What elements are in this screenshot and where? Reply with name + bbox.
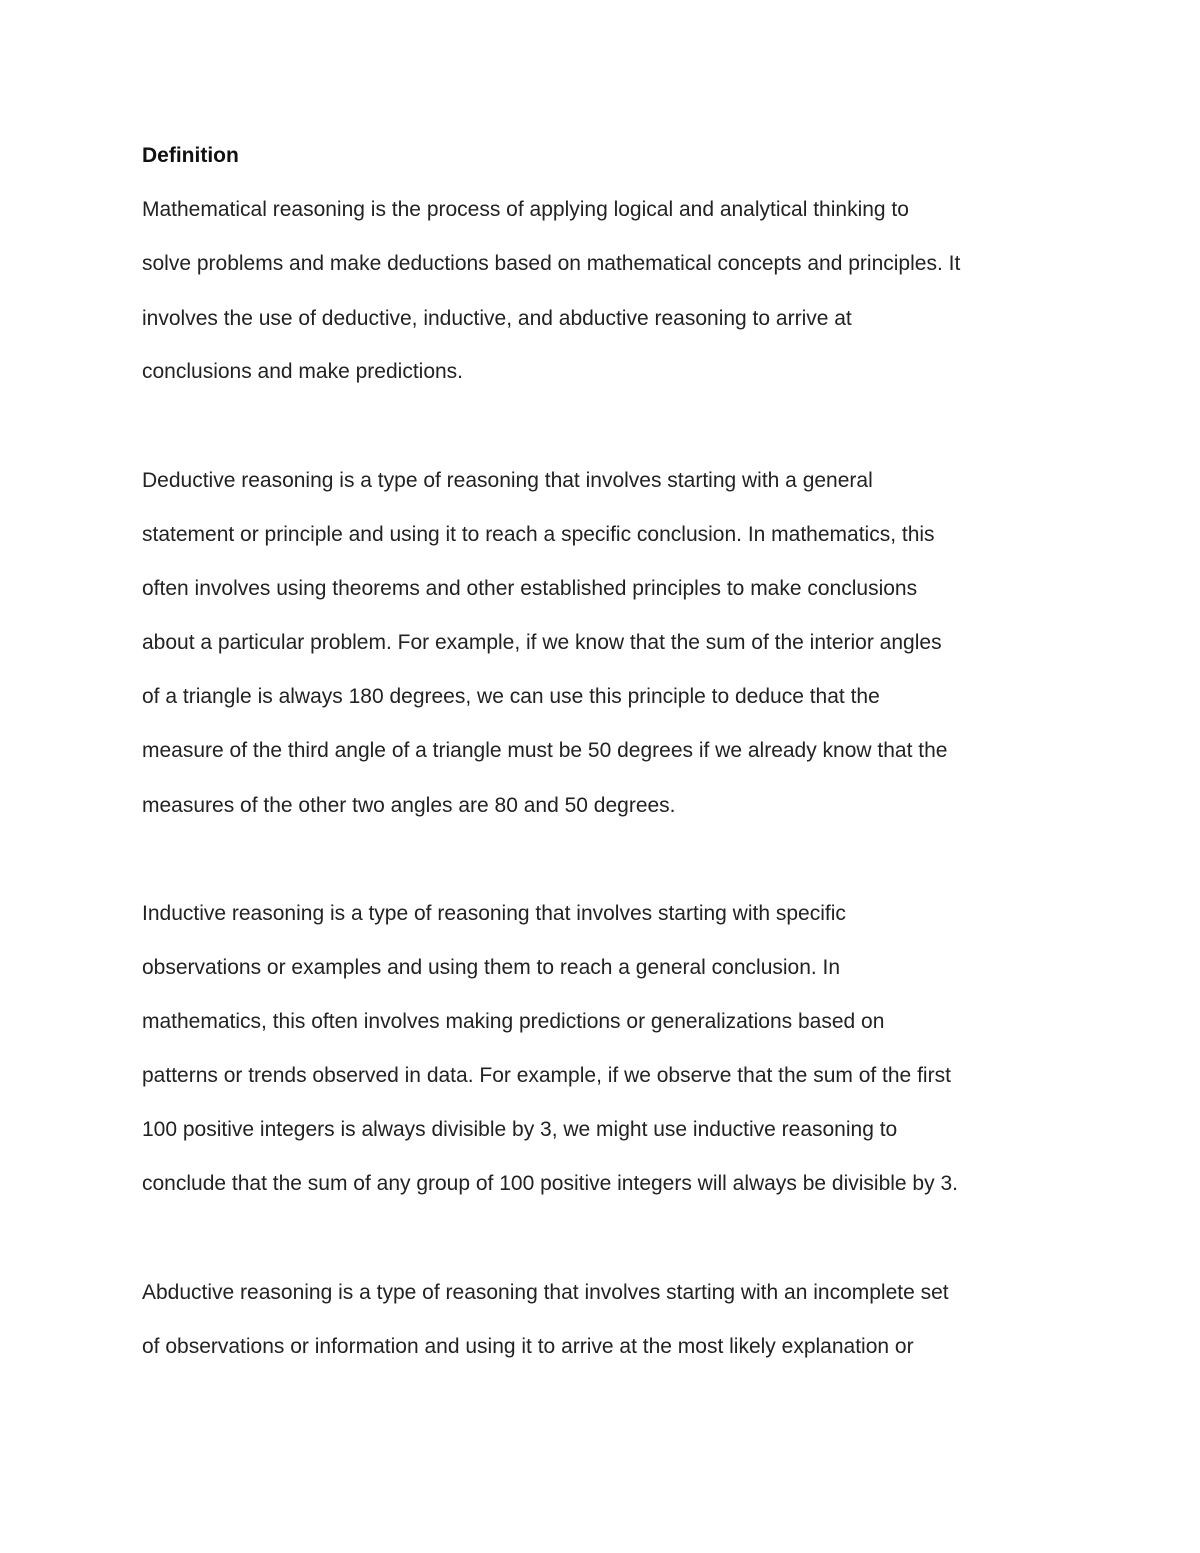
paragraph-2-line-4: about a particular problem. For example, if we know that the sum of the interior angles	[142, 631, 942, 654]
paragraph-2-line-3: often involves using theorems and other established principles to make conclusions	[142, 577, 918, 600]
paragraph-1-line-3: involves the use of deductive, inductive, and abductive reasoning to arrive at	[142, 307, 852, 330]
paragraph-3-line-6: conclude that the sum of any group of 100 positive integers will always be divisible by 3.	[142, 1172, 958, 1195]
paragraph-2-line-2: statement or principle and using it to reach a specific conclusion. In mathematics, this	[142, 523, 935, 546]
paragraph-3-line-3: mathematics, this often involves making predictions or generalizations based on	[142, 1010, 885, 1033]
paragraph-4-line-1: Abductive reasoning is a type of reasoning that involves starting with an incomplete set	[142, 1281, 949, 1304]
paragraph-3-line-1: Inductive reasoning is a type of reasoning that involves starting with specific	[142, 902, 846, 925]
paragraph-2-line-5: of a triangle is always 180 degrees, we can use this principle to deduce that the	[142, 685, 880, 708]
paragraph-2-line-1: Deductive reasoning is a type of reasoning that involves starting with a general	[142, 469, 873, 492]
paragraph-3-line-2: observations or examples and using them to reach a general conclusion. In	[142, 956, 841, 979]
paragraph-1-line-1: Mathematical reasoning is the process of applying logical and analytical thinking to	[142, 198, 909, 221]
paragraph-4-line-2: of observations or information and using it to arrive at the most likely explanation or	[142, 1335, 914, 1358]
paragraph-2-line-7: measures of the other two angles are 80 and 50 degrees.	[142, 794, 676, 817]
paragraph-3-line-4: patterns or trends observed in data. For example, if we observe that the sum of the first	[142, 1064, 951, 1087]
section-heading: Definition	[142, 144, 239, 167]
paragraph-3-line-5: 100 positive integers is always divisible by 3, we might use inductive reasoning to	[142, 1118, 898, 1141]
paragraph-1-line-2: solve problems and make deductions based on mathematical concepts and principles. It	[142, 252, 961, 275]
paragraph-2-line-6: measure of the third angle of a triangle must be 50 degrees if we already know that the	[142, 739, 948, 762]
paragraph-1-line-4: conclusions and make predictions.	[142, 360, 464, 383]
